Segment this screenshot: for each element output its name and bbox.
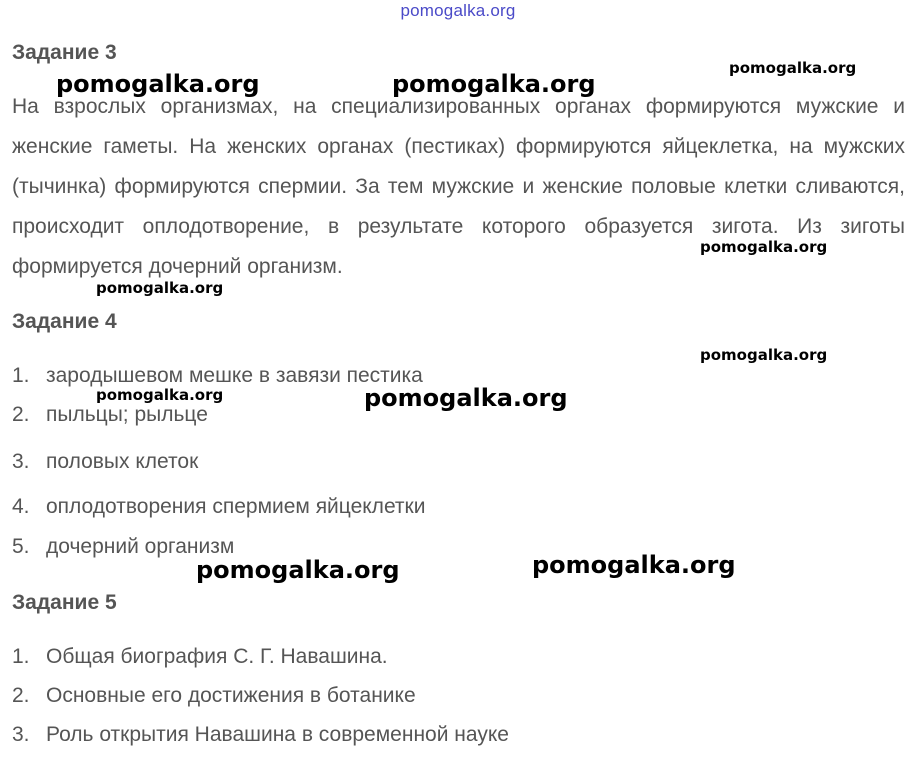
list-number: 5. — [12, 535, 30, 558]
list-text: зародышевом мешке в завязи пестика — [46, 364, 423, 387]
list-text: половых клеток — [46, 450, 199, 473]
watermark: pomogalka.org — [392, 70, 596, 98]
list-text: Общая биография С. Г. Навашина. — [46, 645, 388, 668]
list-item — [12, 645, 388, 669]
watermark: pomogalka.org — [364, 384, 568, 412]
list-number: 3. — [12, 723, 30, 746]
list-item — [12, 684, 416, 708]
list-number: 1. — [12, 645, 30, 668]
list-item — [12, 364, 423, 388]
watermark: pomogalka.org — [96, 279, 224, 297]
site-header-watermark: pomogalka.org — [400, 1, 516, 20]
list-number: 2. — [12, 403, 30, 426]
watermark: pomogalka.org — [56, 70, 260, 98]
watermark: pomogalka.org — [532, 551, 736, 579]
list-number: 1. — [12, 364, 30, 387]
list-number: 3. — [12, 450, 30, 473]
list-item — [12, 723, 509, 747]
task5-heading: Задание 5 — [12, 591, 117, 614]
watermark: pomogalka.org — [96, 386, 224, 404]
task3-heading: Задание 3 — [12, 41, 117, 64]
list-number: 2. — [12, 684, 30, 707]
list-item — [12, 495, 425, 519]
task4-heading: Задание 4 — [12, 310, 117, 333]
list-text: дочерний организм — [46, 535, 235, 558]
list-text: Основные его достижения в ботанике — [46, 684, 416, 707]
list-text: оплодотворения спермием яйцеклетки — [46, 495, 426, 518]
watermark: pomogalka.org — [700, 346, 828, 364]
list-item — [12, 450, 198, 474]
list-text: Роль открытия Навашина в современной науке — [46, 723, 509, 746]
watermark: pomogalka.org — [196, 556, 400, 584]
watermark: pomogalka.org — [729, 59, 857, 77]
list-number: 4. — [12, 495, 30, 518]
list-item — [12, 403, 208, 427]
watermark: pomogalka.org — [700, 238, 828, 256]
list-text: пыльцы; рыльце — [46, 403, 208, 426]
task3-paragraph: На взрослых организмах, на специализированных органах формируются мужские и женские гаметы. На женских органах (пестиках) формируются яйцеклетка, на мужских (тычинка) формируются спермии. За тем мужские и женские половые клетки сливаются, происходит оплодотворение, в результате которого образуется зигота. Из зиготы формируется дочерний организм. — [12, 95, 905, 278]
